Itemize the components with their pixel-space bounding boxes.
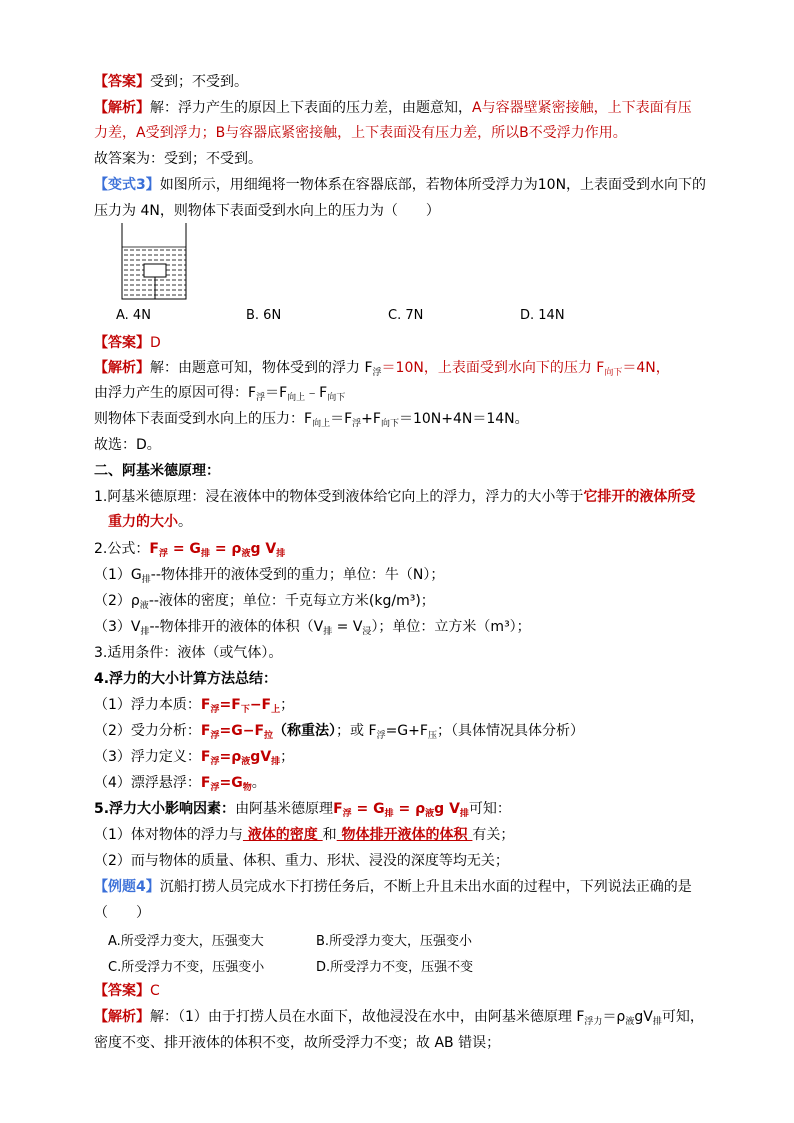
ex4-option-b: B.所受浮力变大，压强变小: [316, 934, 473, 949]
ex4-option-a: A.所受浮力变大，压强变大: [108, 934, 264, 949]
formula-line: 2.公式：$F_浮 = G_排 = \rho_液g$ $V_排$: [94, 541, 286, 559]
example-4-line-1: 【例题4】沉船打捞人员完成水下打捞任务后，不断上升且未出水面的过程中，下列说法正确的是: [94, 879, 692, 895]
formula-def-1: $(1)G_排--$物体排开的液体受到的重力；单位：牛（N）；: [94, 567, 445, 585]
calc-method-4: （4）漂浮悬浮：$F_浮=G_物$。: [94, 775, 266, 793]
option-d: D. 14N: [520, 308, 565, 323]
example-4-line-2: （ ）: [94, 905, 150, 921]
container-diagram: [118, 223, 190, 303]
principle-line-1: 1.阿基米德原理：浸在液体中的物体受到液体给它向上的浮力，浮力的大小等于它排开的液体所受: [94, 489, 696, 505]
explanation-2-line-3: 则物体下表面受到水向上的压力：$F_{向上}=F_浮+F_{向下}=10N+4N=14N$。: [94, 411, 529, 429]
principle-line-2: 重力的大小。: [108, 514, 192, 530]
calc-methods-heading: 4.浮力的大小计算方法总结：: [94, 671, 278, 687]
factors-line-1: （1）体对物体的浮力与 液体的密度 和 物体排开液体的体积 有关；: [94, 827, 515, 843]
answer-line-2: 【答案】D: [94, 335, 161, 351]
factors-line-2: （2）而与物体的质量、体积、重力、形状、浸没的深度等均无关；: [94, 853, 509, 869]
factors-heading: 5.浮力大小影响因素：由阿基米德原理$F_浮 = G_排 = \rho_液g$ $V_排$可知：: [94, 801, 511, 819]
formula-def-2: $(2)\rho_液--$液体的密度；单位：千克每立方米(kg/m³)；: [94, 593, 435, 611]
applicable-conditions: 3.适用条件：液体（或气体）。: [94, 645, 283, 661]
answer-line-1: 【答案】受到；不受到。: [94, 74, 248, 90]
result-line-1: 故答案为：受到；不受到。: [94, 151, 262, 167]
variant-3-line-1: 【变式3】如图所示，用细绳将一物体系在容器底部，若物体所受浮力为10N，上表面受到水向下的: [94, 177, 707, 193]
option-a: A. 4N: [116, 308, 151, 323]
explanation-1-line-1: 【解析】解：浮力产生的原因上下表面的压力差，由题意知，A与容器壁紧密接触，上下表面有压: [94, 100, 692, 116]
answer-line-3: 【答案】C: [94, 983, 160, 999]
calc-method-3: （3）浮力定义：$F_浮=\rho_液gV_排$；: [94, 749, 295, 767]
option-c: C. 7N: [388, 308, 424, 323]
calc-method-2: （2）受力分析：$F_浮=G-F_拉$（称重法）；或 $F_浮=G+F_压$；（具体情况具体分析）: [94, 723, 584, 741]
explanation-1-line-2: 力差，A受到浮力；B与容器底紧密接触，上下表面没有压力差，所以B不受浮力作用。: [94, 125, 627, 141]
section-heading-archimedes: 二、阿基米德原理：: [94, 463, 220, 479]
formula-def-3: $(3)V_排--$物体排开的液体的体积$(V_排 = V_浸)$；单位：立方米（m³）；: [94, 619, 531, 637]
variant-3-line-2: 压力为 4N，则物体下表面受到水向上的压力为（ ）: [94, 203, 440, 219]
ex4-option-d: D.所受浮力不变，压强不变: [316, 960, 474, 975]
explanation-3-line-1: 【解析】解：（1）由于打捞人员在水面下，故他浸没在水中，由阿基米德原理 $F_{浮力}=\rho_液gV_排$可知，: [94, 1009, 704, 1027]
explanation-2-line-1: 【解析】解：由题意可知，物体受到的浮力 $F_浮=10N$，上表面受到水向下的压力 $F_{向下}=4N$，: [94, 360, 670, 378]
explanation-2-line-2: 由浮力产生的原因可得：$F_浮=F_{向上}﹣F_{向下}$: [94, 385, 346, 403]
calc-method-1: （1）浮力本质：$F_浮=F_下-F_上$；: [94, 697, 295, 715]
result-line-2: 故选：D。: [94, 437, 161, 453]
ex4-option-c: C.所受浮力不变，压强变小: [108, 960, 265, 975]
explanation-3-line-2: 密度不变、排开液体的体积不变，故所受浮力不变；故 AB 错误；: [94, 1035, 501, 1051]
object-block: [144, 264, 166, 277]
option-b: B. 6N: [246, 308, 282, 323]
